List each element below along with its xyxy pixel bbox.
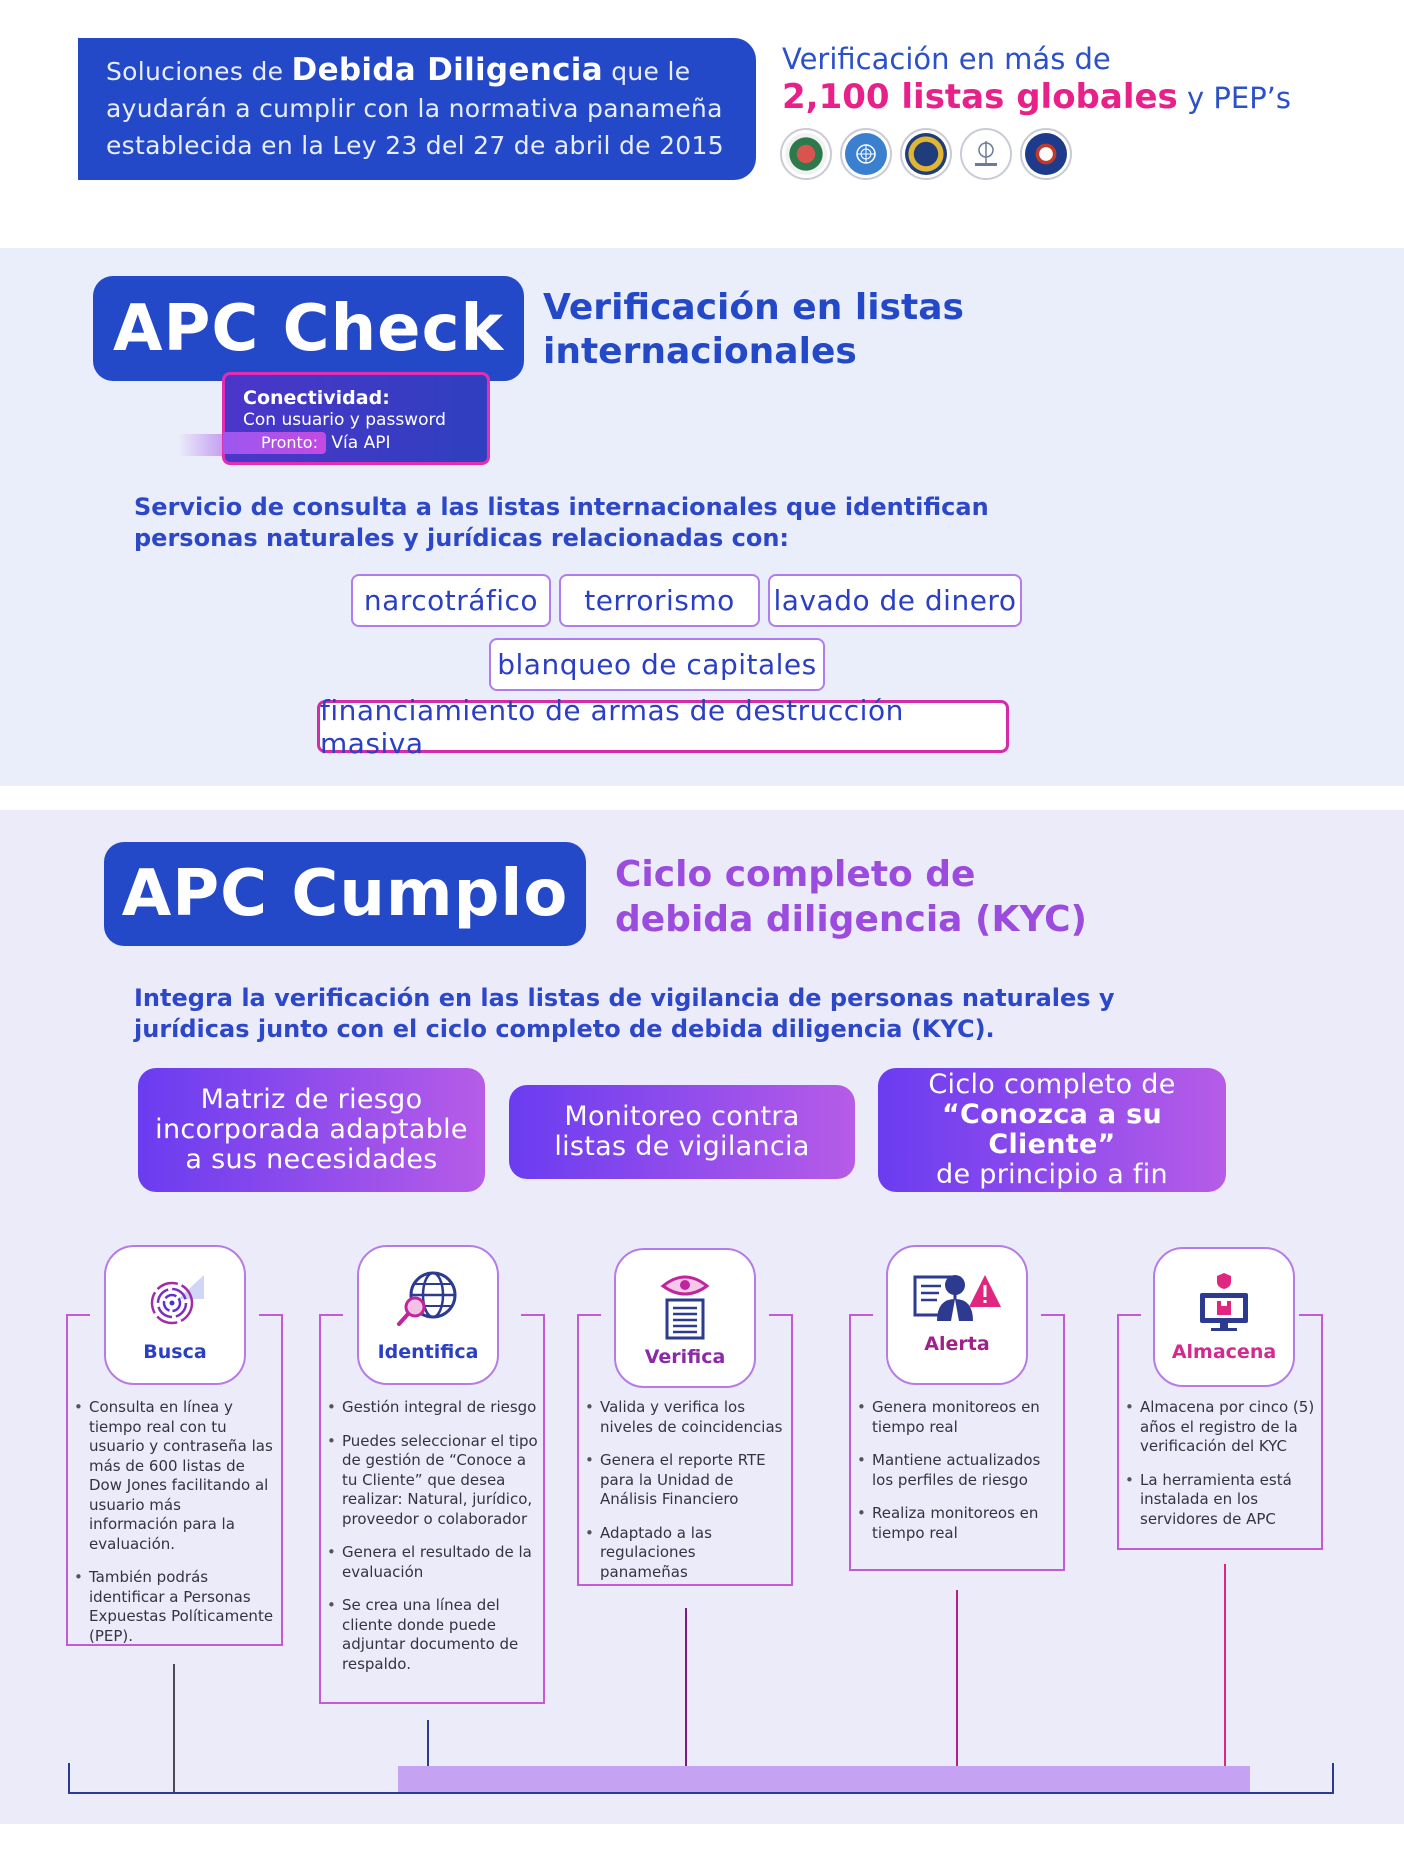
feature-line-bold: “Conozca a su Cliente” [941,1099,1163,1160]
step-label: Verifica [644,1346,726,1368]
step-identifica [357,1245,499,1385]
secure-storage-icon [1195,1271,1253,1337]
bullet-item: • Realiza monitoreos en tiempo real [857,1504,1060,1543]
intro-text-post: que le ayudarán a cumplir con la normativa panameña establecida en la Ley 23 del 27 de abril de 2015 [106,57,724,160]
step-label: Busca [143,1341,207,1363]
un-emblem-icon [840,128,892,180]
topic-pill-highlight: financiamiento de armas de destrucción masiva [317,700,1009,753]
timeline-connector [1224,1564,1226,1794]
bullet-item: • Gestión integral de riesgo [327,1398,539,1418]
verification-tail: y PEP’s [1187,81,1292,115]
apc-cumplo-subtitle: Ciclo completo de debida diligencia (KYC) [615,854,1088,940]
timeline-connector [956,1590,958,1794]
bullet-item: • Genera monitoreos en tiempo real [857,1398,1060,1437]
bullet-item: • Adaptado a las regulaciones panameñas [585,1524,788,1583]
step-identifica-bullets [327,1398,539,1688]
step-verifica [614,1248,756,1388]
step-busca [104,1245,246,1385]
connectivity-box [222,372,490,465]
eye-document-icon [657,1272,713,1344]
soon-value: Vía API [331,433,391,453]
step-busca-bullets [74,1398,274,1660]
intro-banner [78,38,756,180]
feature-line: Monitoreo contra [564,1101,800,1132]
feature-line: Matriz de riesgo [200,1084,423,1115]
timeline-axis [68,1792,1334,1794]
timeline-end-tick [1332,1763,1334,1794]
apc-cumplo-description: Integra la verificación en las listas de vigilancia de personas naturales y jurídicas junto con el ciclo completo de debida diligencia (KYC). [134,984,1115,1043]
topic-pill: lavado de dinero [768,574,1022,627]
apc-check-description: Servicio de consulta a las listas internacionales que identifican personas naturales y jurídicas relacionadas con: [134,493,989,552]
feature-line: listas de vigilancia [554,1131,810,1162]
fbi-seal-icon [900,128,952,180]
intro-text-bold: Debida Diligencia [291,52,603,88]
step-label: Alerta [924,1333,990,1355]
feature-line: Ciclo completo de [928,1069,1176,1100]
topic-pill: narcotráfico [351,574,551,627]
connectivity-label: Conectividad: [243,387,390,409]
feature-line: a sus necesidades [185,1144,438,1175]
bullet-item: • Se crea una línea del cliente donde puede adjuntar documento de respaldo. [327,1596,539,1674]
feature-kyc-cycle [878,1068,1226,1192]
step-alerta-bullets [857,1398,1060,1557]
interpol-logo-icon [960,128,1012,180]
connectivity-value: Con usuario y password [243,410,446,430]
apc-check-title: APC Check [93,276,524,381]
soon-label: Pronto: [223,432,326,454]
verification-line1: Verificación en más de [782,42,1111,76]
bullet-item: • Mantiene actualizados los perfiles de riesgo [857,1451,1060,1490]
intro-text-pre: Soluciones de [106,57,284,86]
agency-seal-icon [780,128,832,180]
agency-logos [780,128,1072,180]
step-verifica-bullets [585,1398,788,1596]
verification-heading [782,40,1291,117]
globe-magnifier-icon [395,1269,461,1333]
fingerprint-scan-icon [144,1269,206,1333]
bullet-item: • Genera el resultado de la evaluación [327,1543,539,1582]
topic-pill: blanqueo de capitales [489,638,825,691]
feature-line: incorporada adaptable [155,1114,468,1145]
connectivity-accent [178,434,226,456]
apc-cumplo-title: APC Cumplo [104,842,586,946]
timeline-connector [173,1664,175,1794]
apc-check-subtitle: Verificación en listas internacionales [543,287,964,372]
feature-line: de principio a fin [936,1159,1168,1190]
cia-seal-icon [1020,128,1072,180]
step-almacena [1153,1247,1295,1387]
feature-risk-matrix [138,1068,485,1192]
profile-warning-icon [911,1269,1003,1327]
bullet-item: • Puedes seleccionar el tipo de gestión de “Conoce a tu Cliente” que desea realizar: Natural, jurídico, proveedor o colaborador [327,1432,539,1530]
bullet-item: • Genera el reporte RTE para la Unidad de Análisis Financiero [585,1451,788,1510]
bullet-item: • Valida y verifica los niveles de coincidencias [585,1398,788,1437]
bullet-item: • Consulta en línea y tiempo real con tu usuario y contraseña las más de 600 listas de Dow Jones facilitando al usuario más información para la evaluación. [74,1398,274,1554]
step-label: Identifica [377,1341,479,1363]
step-label: Almacena [1171,1341,1277,1363]
topic-pill: terrorismo [559,574,760,627]
bullet-item: • Almacena por cinco (5) años el registro de la verificación del KYC [1125,1398,1320,1457]
bullet-item: • También podrás identificar a Personas Expuestas Políticamente (PEP). [74,1568,274,1646]
step-almacena-bullets [1125,1398,1320,1543]
verification-count: 2,100 listas globales [782,77,1178,117]
timeline-highlight [398,1766,1250,1794]
bullet-item: • La herramienta está instalada en los servidores de APC [1125,1471,1320,1530]
timeline-start-tick [68,1763,70,1794]
step-alerta [886,1245,1028,1385]
feature-watchlist-monitoring [509,1085,855,1179]
